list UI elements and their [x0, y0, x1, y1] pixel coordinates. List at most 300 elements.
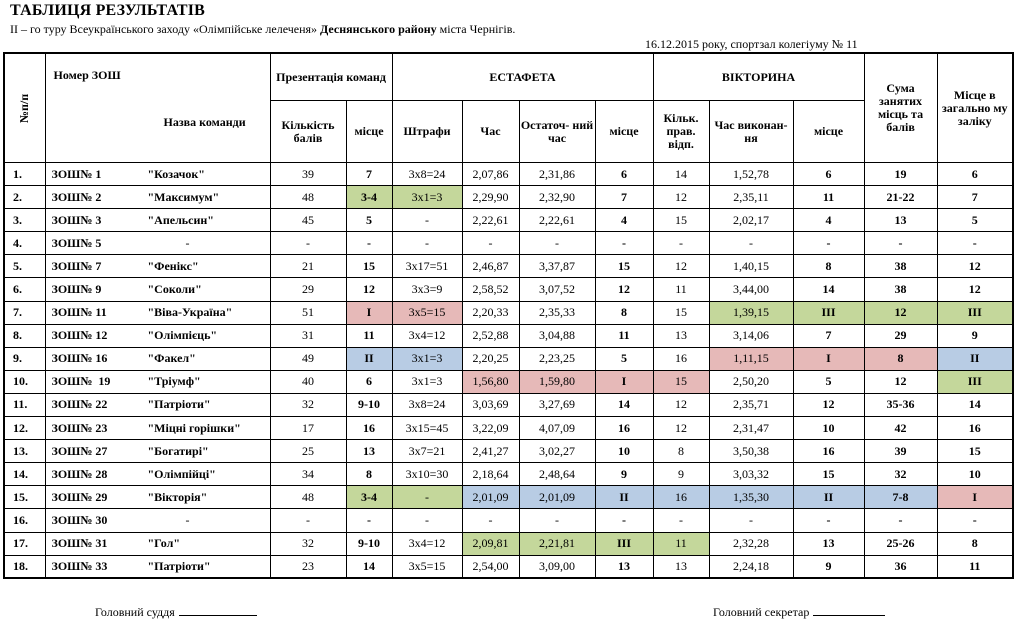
cell-row-num: 13.: [4, 440, 45, 463]
header-correct: Кільк. прав. відп.: [653, 101, 709, 163]
footer-secretary-label: Головний секретар: [713, 605, 810, 619]
cell-school: ЗОШ№ 3: [51, 212, 102, 227]
cell-overall: 9: [937, 324, 1013, 347]
cell-final-time: 2,31,86: [519, 163, 595, 186]
table-row: [4, 463, 1013, 486]
cell-overall: 12: [937, 278, 1013, 301]
header-time: Час: [462, 101, 519, 163]
cell-pres-place: 9-10: [346, 393, 392, 416]
cell-time: 2,07,86: [462, 163, 519, 186]
cell-time: 1,56,80: [462, 370, 519, 393]
header-num: №п/п: [4, 53, 45, 163]
cell-team: "Олімпієць": [147, 328, 218, 343]
cell-school-team: [45, 163, 270, 186]
cell-pres-points: 21: [270, 255, 346, 278]
cell-overall: І: [937, 486, 1013, 509]
cell-relay-place: -: [595, 509, 653, 532]
cell-relay-place: 13: [595, 555, 653, 578]
cell-team: "Максимум": [147, 189, 220, 204]
cell-final-time: -: [519, 232, 595, 255]
cell-correct: 15: [653, 209, 709, 232]
cell-row-num: 11.: [4, 393, 45, 416]
cell-exec-time: 2,24,18: [709, 555, 793, 578]
cell-relay-place: 12: [595, 278, 653, 301]
cell-sum: 25-26: [864, 532, 937, 555]
cell-correct: 12: [653, 393, 709, 416]
cell-school: ЗОШ№ 5: [51, 235, 102, 250]
cell-penalty: 3х10=30: [392, 463, 462, 486]
results-table: [3, 52, 1014, 579]
table-row: [4, 417, 1013, 440]
cell-school-team: [45, 417, 270, 440]
cell-quiz-place: 5: [793, 370, 864, 393]
cell-time: 2,20,33: [462, 301, 519, 324]
table-row: [4, 163, 1013, 186]
table-row: [4, 393, 1013, 416]
cell-sum: 42: [864, 417, 937, 440]
cell-team: "Патріоти": [147, 397, 211, 412]
cell-time: 3,03,69: [462, 393, 519, 416]
cell-pres-place: 9-10: [346, 532, 392, 555]
cell-pres-points: -: [270, 509, 346, 532]
cell-team: "Факел": [147, 351, 196, 366]
cell-row-num: 1.: [4, 163, 45, 186]
signature-line: [179, 605, 257, 616]
footer-judge-label: Головний суддя: [95, 605, 175, 619]
cell-sum: 35-36: [864, 393, 937, 416]
cell-penalty: 3х15=45: [392, 417, 462, 440]
table-row: [4, 209, 1013, 232]
cell-school-team: [45, 532, 270, 555]
header-quiz: ВІКТОРИНА: [653, 53, 864, 101]
cell-penalty: 3х1=3: [392, 186, 462, 209]
cell-quiz-place: 4: [793, 209, 864, 232]
cell-penalty: -: [392, 232, 462, 255]
cell-pres-points: 32: [270, 393, 346, 416]
cell-exec-time: 1,40,15: [709, 255, 793, 278]
cell-time: 2,46,87: [462, 255, 519, 278]
cell-pres-place: 15: [346, 255, 392, 278]
cell-exec-time: 1,11,15: [709, 347, 793, 370]
cell-exec-time: 2,35,11: [709, 186, 793, 209]
cell-quiz-place: ІІІ: [793, 301, 864, 324]
cell-overall: -: [937, 509, 1013, 532]
cell-school-team: [45, 324, 270, 347]
cell-team: "Патріоти": [147, 558, 211, 573]
cell-pres-place: 16: [346, 417, 392, 440]
cell-team: "Фенікс": [147, 258, 199, 273]
cell-school: ЗОШ№ 33: [51, 558, 108, 573]
cell-relay-place: ІІ: [595, 486, 653, 509]
header-school-team: [45, 53, 270, 163]
cell-overall: 7: [937, 186, 1013, 209]
cell-final-time: 2,21,81: [519, 532, 595, 555]
cell-school-team: [45, 393, 270, 416]
cell-pres-points: 45: [270, 209, 346, 232]
page-title: ТАБЛИЦЯ РЕЗУЛЬТАТІВ: [10, 2, 205, 19]
cell-team: "Богатирі": [147, 443, 209, 458]
cell-penalty: 3х1=3: [392, 347, 462, 370]
cell-final-time: 3,27,69: [519, 393, 595, 416]
cell-pres-place: 13: [346, 440, 392, 463]
cell-correct: 13: [653, 555, 709, 578]
cell-school-team: [45, 463, 270, 486]
cell-sum: -: [864, 509, 937, 532]
cell-school: ЗОШ№ 19: [51, 374, 111, 389]
cell-pres-points: 34: [270, 463, 346, 486]
cell-exec-time: 1,39,15: [709, 301, 793, 324]
table-row: [4, 440, 1013, 463]
cell-relay-place: 16: [595, 417, 653, 440]
cell-final-time: 3,09,00: [519, 555, 595, 578]
cell-penalty: 3х3=9: [392, 278, 462, 301]
cell-correct: 14: [653, 163, 709, 186]
cell-relay-place: 4: [595, 209, 653, 232]
cell-time: 2,52,88: [462, 324, 519, 347]
cell-exec-time: 2,50,20: [709, 370, 793, 393]
cell-row-num: 14.: [4, 463, 45, 486]
cell-team: "Гол": [147, 536, 180, 551]
table-row: [4, 370, 1013, 393]
header-overall: Місце в загально му заліку: [937, 53, 1013, 163]
cell-pres-place: -: [346, 509, 392, 532]
cell-row-num: 9.: [4, 347, 45, 370]
cell-penalty: 3х5=15: [392, 555, 462, 578]
table-row: [4, 186, 1013, 209]
cell-quiz-place: 14: [793, 278, 864, 301]
cell-row-num: 18.: [4, 555, 45, 578]
cell-sum: 29: [864, 324, 937, 347]
cell-correct: 9: [653, 463, 709, 486]
cell-pres-place: І: [346, 301, 392, 324]
cell-school: ЗОШ№ 30: [51, 512, 108, 527]
cell-pres-place: 8: [346, 463, 392, 486]
cell-overall: 11: [937, 555, 1013, 578]
cell-overall: ІІІ: [937, 370, 1013, 393]
cell-penalty: 3х4=12: [392, 324, 462, 347]
cell-sum: 12: [864, 301, 937, 324]
cell-pres-points: 48: [270, 186, 346, 209]
cell-relay-place: 15: [595, 255, 653, 278]
cell-row-num: 7.: [4, 301, 45, 324]
cell-school: ЗОШ№ 16: [51, 351, 108, 366]
cell-pres-points: 32: [270, 532, 346, 555]
header-penalty: Штрафи: [392, 101, 462, 163]
cell-exec-time: 3,14,06: [709, 324, 793, 347]
cell-correct: 16: [653, 347, 709, 370]
table-row: [4, 509, 1013, 532]
cell-time: 2,01,09: [462, 486, 519, 509]
cell-pres-points: 17: [270, 417, 346, 440]
cell-exec-time: 2,35,71: [709, 393, 793, 416]
cell-overall: 6: [937, 163, 1013, 186]
cell-final-time: 2,23,25: [519, 347, 595, 370]
signature-line: [813, 605, 885, 616]
cell-relay-place: 6: [595, 163, 653, 186]
table-row: [4, 278, 1013, 301]
results-body: [4, 163, 1013, 579]
cell-final-time: 2,22,61: [519, 209, 595, 232]
cell-team: "Віва-Україна": [147, 305, 233, 320]
cell-row-num: 2.: [4, 186, 45, 209]
cell-quiz-place: 8: [793, 255, 864, 278]
cell-penalty: 3х4=12: [392, 532, 462, 555]
cell-pres-place: ІІ: [346, 347, 392, 370]
cell-final-time: -: [519, 509, 595, 532]
cell-correct: 12: [653, 186, 709, 209]
cell-pres-place: 3-4: [346, 186, 392, 209]
cell-sum: 21-22: [864, 186, 937, 209]
cell-row-num: 16.: [4, 509, 45, 532]
cell-penalty: -: [392, 509, 462, 532]
cell-final-time: 2,32,90: [519, 186, 595, 209]
header-pres-points: Кількість балів: [270, 101, 346, 163]
cell-sum: 32: [864, 463, 937, 486]
cell-overall: 12: [937, 255, 1013, 278]
header-exec-time: Час виконан- ня: [709, 101, 793, 163]
cell-school-team: [45, 209, 270, 232]
cell-pres-points: 51: [270, 301, 346, 324]
cell-quiz-place: 16: [793, 440, 864, 463]
cell-relay-place: 14: [595, 393, 653, 416]
cell-quiz-place: 10: [793, 417, 864, 440]
cell-sum: 19: [864, 163, 937, 186]
cell-sum: 12: [864, 370, 937, 393]
cell-overall: ІІ: [937, 347, 1013, 370]
cell-correct: 13: [653, 324, 709, 347]
cell-correct: 16: [653, 486, 709, 509]
cell-pres-place: 11: [346, 324, 392, 347]
cell-relay-place: ІІІ: [595, 532, 653, 555]
cell-penalty: -: [392, 209, 462, 232]
cell-sum: 38: [864, 278, 937, 301]
cell-row-num: 6.: [4, 278, 45, 301]
cell-final-time: 2,35,33: [519, 301, 595, 324]
cell-relay-place: 10: [595, 440, 653, 463]
cell-quiz-place: 7: [793, 324, 864, 347]
cell-relay-place: 9: [595, 463, 653, 486]
cell-quiz-place: ІІ: [793, 486, 864, 509]
cell-pres-place: 7: [346, 163, 392, 186]
cell-school: ЗОШ№ 11: [51, 305, 107, 320]
cell-overall: 10: [937, 463, 1013, 486]
table-row: [4, 255, 1013, 278]
header-pres-place: місце: [346, 101, 392, 163]
footer-judge: [95, 605, 257, 620]
cell-final-time: 3,04,88: [519, 324, 595, 347]
header-relay-place: місце: [595, 101, 653, 163]
cell-school-team: [45, 555, 270, 578]
cell-team: "Тріумф": [147, 374, 201, 389]
cell-pres-points: 29: [270, 278, 346, 301]
cell-exec-time: 3,03,32: [709, 463, 793, 486]
cell-penalty: 3х7=21: [392, 440, 462, 463]
cell-quiz-place: 9: [793, 555, 864, 578]
cell-relay-place: 5: [595, 347, 653, 370]
cell-exec-time: -: [709, 232, 793, 255]
cell-row-num: 17.: [4, 532, 45, 555]
cell-pres-place: 14: [346, 555, 392, 578]
cell-penalty: 3х5=15: [392, 301, 462, 324]
cell-sum: 13: [864, 209, 937, 232]
cell-final-time: 2,01,09: [519, 486, 595, 509]
cell-time: 2,41,27: [462, 440, 519, 463]
cell-sum: 39: [864, 440, 937, 463]
cell-quiz-place: -: [793, 232, 864, 255]
subtitle: [10, 22, 515, 37]
cell-overall: ІІІ: [937, 301, 1013, 324]
cell-school: ЗОШ№ 27: [51, 443, 108, 458]
cell-school: ЗОШ№ 2: [51, 189, 102, 204]
cell-final-time: 2,48,64: [519, 463, 595, 486]
cell-exec-time: 3,50,38: [709, 440, 793, 463]
header-school: Номер ЗОШ: [53, 68, 121, 82]
cell-correct: 15: [653, 370, 709, 393]
table-row: [4, 232, 1013, 255]
cell-correct: 15: [653, 301, 709, 324]
cell-school: ЗОШ№ 23: [51, 420, 108, 435]
cell-row-num: 3.: [4, 209, 45, 232]
cell-relay-place: 7: [595, 186, 653, 209]
dateline: 16.12.2015 року, спортзал колегіуму № 11: [645, 37, 858, 51]
cell-quiz-place: 11: [793, 186, 864, 209]
cell-correct: 11: [653, 278, 709, 301]
subtitle-part3: міста Чернігів.: [436, 22, 516, 36]
cell-pres-place: 12: [346, 278, 392, 301]
cell-school-team: [45, 347, 270, 370]
cell-school-team: [45, 186, 270, 209]
cell-pres-points: 25: [270, 440, 346, 463]
cell-sum: 8: [864, 347, 937, 370]
cell-penalty: 3х1=3: [392, 370, 462, 393]
cell-school-team: [45, 278, 270, 301]
cell-pres-points: 31: [270, 324, 346, 347]
cell-team: "Олімпійці": [147, 466, 216, 481]
cell-team: "Козачок": [147, 166, 205, 181]
cell-row-num: 10.: [4, 370, 45, 393]
cell-team: "Міцні горішки": [147, 420, 241, 435]
cell-school-team: [45, 370, 270, 393]
subtitle-district: Деснянського району: [320, 22, 437, 36]
cell-school: ЗОШ№ 7: [51, 258, 102, 273]
cell-overall: 5: [937, 209, 1013, 232]
cell-sum: 7-8: [864, 486, 937, 509]
cell-school: ЗОШ№ 9: [51, 282, 102, 297]
cell-exec-time: -: [709, 509, 793, 532]
cell-exec-time: 3,44,00: [709, 278, 793, 301]
cell-pres-points: 23: [270, 555, 346, 578]
cell-pres-place: -: [346, 232, 392, 255]
header-sum: Сума занятих місць та балів: [864, 53, 937, 163]
footer-secretary: [713, 605, 885, 620]
cell-row-num: 8.: [4, 324, 45, 347]
cell-correct: -: [653, 509, 709, 532]
cell-quiz-place: 6: [793, 163, 864, 186]
cell-row-num: 5.: [4, 255, 45, 278]
cell-quiz-place: 15: [793, 463, 864, 486]
cell-school-team: [45, 440, 270, 463]
cell-exec-time: 1,35,30: [709, 486, 793, 509]
table-row: [4, 347, 1013, 370]
cell-pres-points: 48: [270, 486, 346, 509]
cell-row-num: 15.: [4, 486, 45, 509]
cell-overall: -: [937, 232, 1013, 255]
header-presentation: Презентація команд: [270, 53, 392, 101]
cell-school: ЗОШ№ 12: [51, 328, 108, 343]
header-relay: ЕСТАФЕТА: [392, 53, 653, 101]
cell-sum: -: [864, 232, 937, 255]
cell-overall: 14: [937, 393, 1013, 416]
cell-school: ЗОШ№ 22: [51, 397, 108, 412]
results-table-wrapper: [3, 52, 1012, 579]
cell-final-time: 3,07,52: [519, 278, 595, 301]
cell-quiz-place: 13: [793, 532, 864, 555]
cell-school: ЗОШ№ 1: [51, 166, 102, 181]
cell-time: -: [462, 509, 519, 532]
cell-pres-place: 3-4: [346, 486, 392, 509]
cell-time: -: [462, 232, 519, 255]
cell-correct: 8: [653, 440, 709, 463]
cell-correct: -: [653, 232, 709, 255]
table-row: [4, 324, 1013, 347]
cell-correct: 12: [653, 255, 709, 278]
cell-quiz-place: -: [793, 509, 864, 532]
cell-school-team: [45, 255, 270, 278]
cell-school-team: [45, 509, 270, 532]
table-row: [4, 532, 1013, 555]
cell-team: "Апельсин": [147, 212, 214, 227]
cell-pres-points: 40: [270, 370, 346, 393]
table-row: [4, 301, 1013, 324]
cell-final-time: 4,07,09: [519, 417, 595, 440]
cell-final-time: 1,59,80: [519, 370, 595, 393]
cell-penalty: 3х8=24: [392, 163, 462, 186]
cell-pres-place: 5: [346, 209, 392, 232]
cell-correct: 12: [653, 417, 709, 440]
cell-correct: 11: [653, 532, 709, 555]
cell-time: 2,20,25: [462, 347, 519, 370]
cell-quiz-place: І: [793, 347, 864, 370]
header-final-time: Остаточ- ний час: [519, 101, 595, 163]
cell-sum: 36: [864, 555, 937, 578]
cell-exec-time: 2,02,17: [709, 209, 793, 232]
cell-relay-place: 11: [595, 324, 653, 347]
cell-school-team: [45, 486, 270, 509]
cell-relay-place: І: [595, 370, 653, 393]
cell-time: 2,09,81: [462, 532, 519, 555]
cell-pres-points: 49: [270, 347, 346, 370]
cell-time: 2,22,61: [462, 209, 519, 232]
cell-quiz-place: 12: [793, 393, 864, 416]
cell-time: 2,29,90: [462, 186, 519, 209]
cell-team: -: [185, 512, 190, 527]
cell-final-time: 3,37,87: [519, 255, 595, 278]
cell-pres-points: 39: [270, 163, 346, 186]
cell-team: -: [185, 235, 190, 250]
cell-team: "Вікторія": [147, 489, 208, 504]
cell-school: ЗОШ№ 28: [51, 466, 108, 481]
cell-row-num: 12.: [4, 417, 45, 440]
table-row: [4, 555, 1013, 578]
subtitle-part1: ІІ – го туру Всеукраїнського заходу «Олімпійське лелеченя»: [10, 22, 321, 36]
cell-penalty: 3х17=51: [392, 255, 462, 278]
cell-row-num: 4.: [4, 232, 45, 255]
cell-team: "Соколи": [147, 282, 202, 297]
cell-sum: 38: [864, 255, 937, 278]
cell-school: ЗОШ№ 31: [51, 536, 108, 551]
cell-time: 2,54,00: [462, 555, 519, 578]
cell-relay-place: 8: [595, 301, 653, 324]
